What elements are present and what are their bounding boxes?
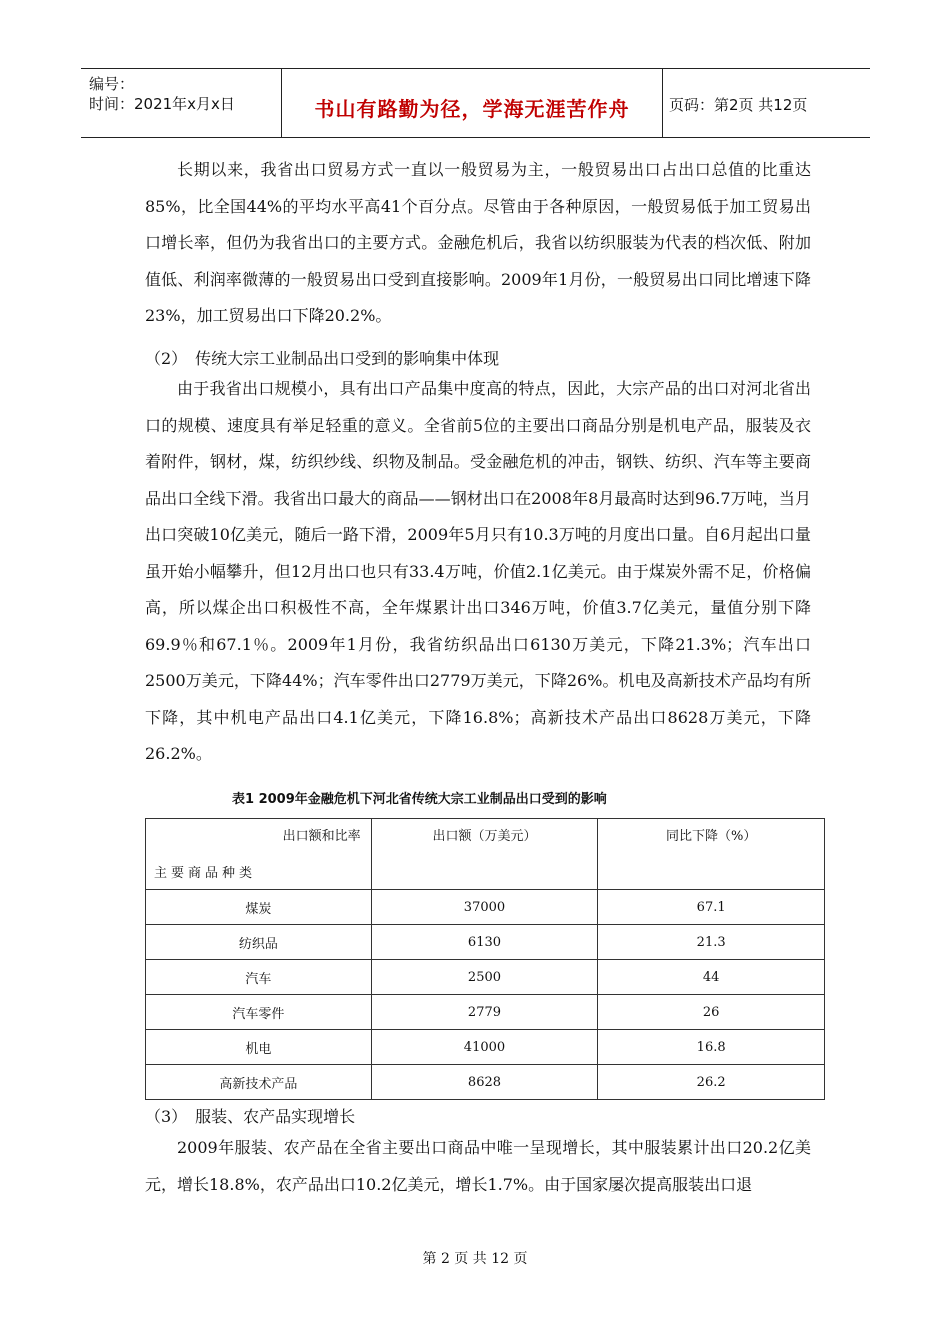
page-code: 页码：第2页 共12页 xyxy=(669,96,808,114)
table-row xyxy=(146,1030,825,1065)
table-caption: 表1 2009年金融危机下河北省传统大宗工业制品出口受到的影响 xyxy=(232,792,607,807)
motto: 书山有路勤为径，学海无涯苦作舟 xyxy=(314,97,630,121)
section-heading-2: （2） 传统大宗工业制品出口受到的影响集中体现 xyxy=(145,349,500,368)
time-label: 时间：2021年x月x日 xyxy=(89,95,235,113)
row-amount: 2779 xyxy=(371,995,598,1030)
corner-bottom-label: 主要商品种类 xyxy=(154,866,257,881)
table-row xyxy=(146,890,825,925)
header-motto-cell xyxy=(281,69,663,137)
paragraph-2: 由于我省出口规模小，具有出口产品集中度高的特点，因此，大宗产品的出口对河北省出口的规模、速度具有举足轻重的意义。全省前5位的主要出口商品分别是机电产品，服装及衣着附件，钢材，煤，纺织纱线、织物及制品。受金融危机的冲击，钢铁、纺织、汽车等主要商品出口全线下滑。我省出口最大的商品——钢材出口在2008年8月最高时达到96.7万吨，当月出口突破10亿美元，随后一路下滑，2009年5月只有10.3万吨的月度出口量。自6月起出口量虽开始小幅攀升，但12月出口也只有33.4万吨，价值2.1亿美元。由于煤炭外需不足，价格偏高，所以煤企出口积极性不高，全年煤累计出口346万吨，价值3.7亿美元，量值分别下降69.9％和67.1％。2009年1月份，我省纺织品出口6130万美元，下降21.3%；汽车出口2500万美元，下降44%；汽车零件出口2779万美元，下降26%。机电及高新技术产品均有所下降，其中机电产品出口4.1亿美元，下降16.8%；高新技术产品出口8628万美元，下降26.2%。 xyxy=(145,379,811,763)
corner-top-label: 出口额和比率 xyxy=(282,829,361,844)
table-row xyxy=(146,995,825,1030)
row-name: 机电 xyxy=(146,1030,372,1065)
row-amount: 6130 xyxy=(371,925,598,960)
export-table xyxy=(145,818,825,1100)
row-amount: 37000 xyxy=(371,890,598,925)
section-heading-3: （3） 服装、农产品实现增长 xyxy=(145,1107,356,1126)
row-amount: 2500 xyxy=(371,960,598,995)
row-name: 高新技术产品 xyxy=(146,1065,372,1100)
row-name: 汽车 xyxy=(146,960,372,995)
page-header xyxy=(81,68,870,138)
row-drop: 67.1 xyxy=(598,890,825,925)
header-page-cell xyxy=(661,69,870,137)
row-amount: 41000 xyxy=(371,1030,598,1065)
table-row xyxy=(146,960,825,995)
header-meta xyxy=(81,69,281,137)
row-amount: 8628 xyxy=(371,1065,598,1100)
number-label: 编号： xyxy=(89,75,135,93)
column-header-drop: 同比下降（%） xyxy=(598,819,825,890)
row-drop: 21.3 xyxy=(598,925,825,960)
paragraph-3: 2009年服装、农产品在全省主要出口商品中唯一呈现增长，其中服装累计出口20.2亿美元，增长18.8%，农产品出口10.2亿美元，增长1.7%。由于国家屡次提高服装出口退 xyxy=(145,1138,811,1194)
paragraph-1: 长期以来，我省出口贸易方式一直以一般贸易为主，一般贸易出口占出口总值的比重达85%，比全国44%的平均水平高41个百分点。尽管由于各种原因，一般贸易低于加工贸易出口增长率，但仍为我省出口的主要方式。金融危机后，我省以纺织服装为代表的档次低、附加值低、利润率微薄的一般贸易出口受到直接影响。2009年1月份，一般贸易出口同比增速下降23%，加工贸易出口下降20.2%。 xyxy=(145,160,811,325)
row-drop: 44 xyxy=(598,960,825,995)
column-header-amount: 出口额（万美元） xyxy=(371,819,598,890)
table-header-row xyxy=(146,819,825,890)
table-row xyxy=(146,925,825,960)
row-name: 煤炭 xyxy=(146,890,372,925)
row-name: 纺织品 xyxy=(146,925,372,960)
row-drop: 26 xyxy=(598,995,825,1030)
row-drop: 16.8 xyxy=(598,1030,825,1065)
row-name: 汽车零件 xyxy=(146,995,372,1030)
page-footer: 第 2 页 共 12 页 xyxy=(422,1251,528,1267)
table-corner-cell xyxy=(146,819,372,890)
table-row xyxy=(146,1065,825,1100)
row-drop: 26.2 xyxy=(598,1065,825,1100)
